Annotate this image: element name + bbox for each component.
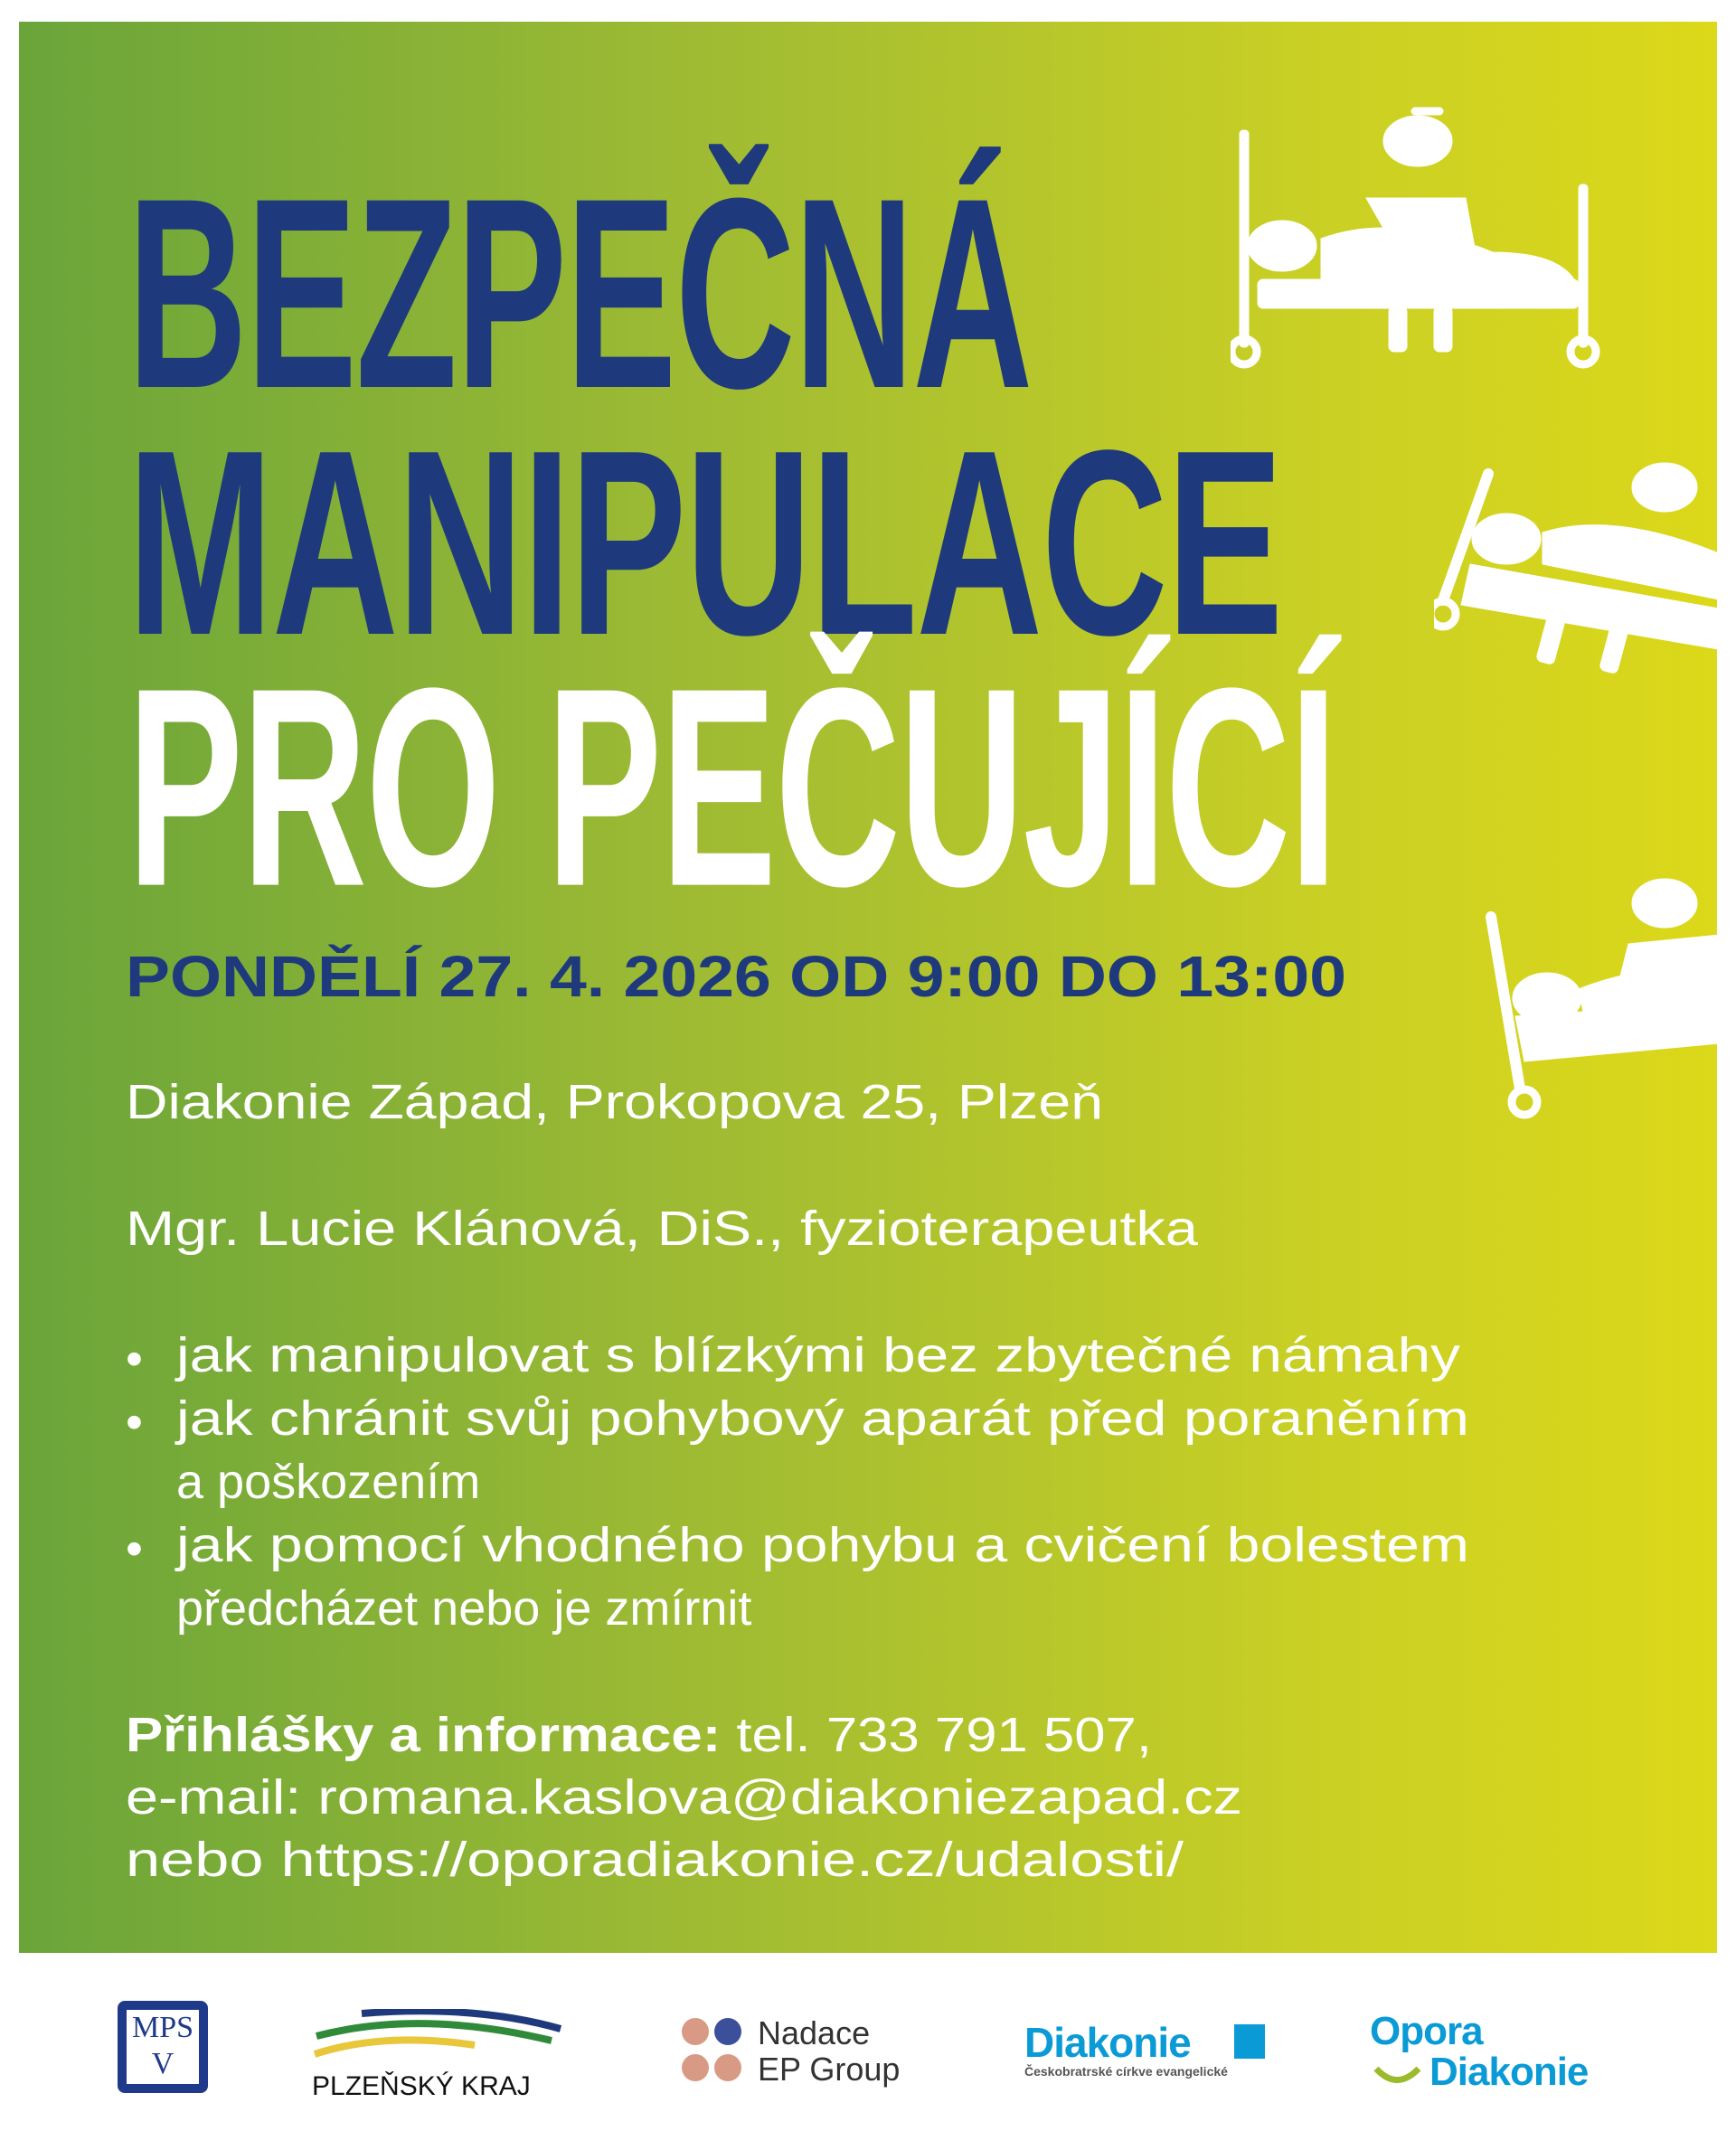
bullet-icon: • [126, 1522, 143, 1576]
title-line-3: PRO PEČUJÍCÍ [127, 628, 1336, 946]
contact-web[interactable]: nebo https://oporadiakonie.cz/udalosti/ [126, 1833, 1184, 1887]
event-poster [19, 22, 1717, 1953]
bullet-3: jak pomocí vhodného pohybu a cvičení bolestem [176, 1518, 1469, 1572]
plzensky-kraj-text: PLZEŇSKÝ KRAJ [312, 2071, 531, 2101]
chalice-icon [1234, 2024, 1265, 2059]
bullet-icon: • [126, 1395, 143, 1449]
bullet-1: jak manipulovat s blízkými bez zbytečné námahy [176, 1328, 1460, 1382]
diakonie-subtitle: Českobratrské církve evangelické [1024, 2064, 1228, 2079]
diakonie-cce-logo[interactable] [1024, 2021, 1296, 2093]
event-location: Diakonie Západ, Prokopova 25, Plzeň [126, 1075, 1103, 1129]
caregiver-bed-icon [1231, 94, 1610, 383]
ep-group-text: EP Group [758, 2051, 901, 2088]
caregiver-bed-icon [1434, 456, 1717, 727]
nadace-text: Nadace [758, 2014, 871, 2051]
contact-label: Přihlášky a informace: [126, 1708, 722, 1762]
smile-icon [1372, 2064, 1426, 2091]
mpsv-logo[interactable] [118, 2001, 208, 2093]
contact-line-1 [126, 1708, 1152, 1762]
opora-diakonie-text: Diakonie [1429, 2050, 1589, 2094]
contact-phone: tel. 733 791 507, [721, 1708, 1152, 1762]
opora-diakonie-logo[interactable] [1370, 2009, 1623, 2102]
diakonie-text: Diakonie [1024, 2019, 1191, 2066]
plzensky-kraj-arcs-icon [312, 2009, 565, 2063]
bullet-3-cont: předcházet nebo je zmírnit [176, 1581, 752, 1636]
contact-email[interactable]: e-mail: romana.kaslova@diakoniezapad.cz [126, 1770, 1242, 1825]
title-line-2: MANIPULACE [127, 394, 1282, 691]
caregiver-bed-icon [1484, 853, 1717, 1125]
event-date: PONDĚLÍ 27. 4. 2026 OD 9:00 DO 13:00 [126, 944, 1346, 1009]
partner-logos [0, 1989, 1736, 2116]
event-lecturer: Mgr. Lucie Klánová, DiS., fyzioterapeutka [126, 1202, 1198, 1256]
mpsv-logo-text: MPSV [127, 2010, 199, 2084]
nadace-ep-group-logo[interactable] [678, 2014, 913, 2096]
opora-text: Opora [1370, 2009, 1483, 2053]
bullet-icon: • [126, 1332, 143, 1386]
title-line-1: BEZPEČNÁ [127, 141, 1032, 445]
bullet-2: jak chránit svůj pohybový aparát před poraněním [176, 1391, 1469, 1446]
bullet-2-cont: a poškozením [176, 1455, 481, 1509]
plzensky-kraj-logo[interactable] [312, 2009, 565, 2099]
